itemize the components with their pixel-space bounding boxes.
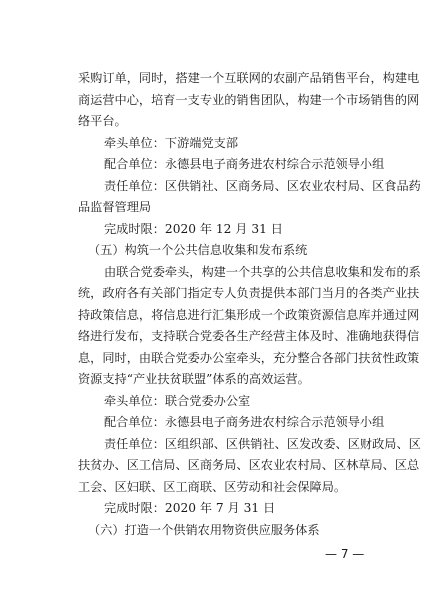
cooperating-unit-line: 配合单位：永德县电子商务进农村综合示范领导小组 [104, 157, 385, 171]
page-number: — 7 — [325, 547, 365, 561]
body-line: 资源支持“产业扶贫联盟”体系的高效运营。 [78, 372, 310, 386]
cooperating-unit-line: 配合单位：永德县电子商务进农村综合示范领导小组 [104, 415, 385, 429]
body-line: 络平台。 [78, 114, 127, 128]
lead-unit-line: 牵头单位：联合党委办公室 [104, 393, 251, 408]
lead-unit-line: 牵头单位：下游端党支部 [104, 135, 239, 150]
body-line: 统，政府各有关部门指定专人负责提供本部门当月的各类产业扶 [78, 286, 420, 300]
body-line: 品监督管理局 [78, 200, 152, 214]
deadline-line: 完成时限：2020 年 12 月 31 日 [104, 221, 283, 236]
body-line: 息，同时，由联合党委办公室牵头，充分整合各部门扶贫性政策 [78, 350, 420, 365]
responsible-unit-line: 责任单位：区供销社、区商务局、区农业农村局、区食品药 [104, 178, 421, 193]
body-line: 扶贫办、区工信局、区商务局、区农业农村局、区林草局、区总 [78, 458, 420, 472]
section-heading: （六）打造一个供销农用物资供应服务体系 [88, 522, 320, 537]
deadline-line: 完成时限：2020 年 7 月 31 日 [104, 501, 276, 515]
body-line: 工会、区妇联、区工商联、区劳动和社会保障局。 [78, 479, 347, 494]
body-line: 持政策信息，将信息进行汇集形成一个政策资源信息库并通过网 [78, 307, 420, 322]
body-line: 商运营中心，培育一支专业的销售团队，构建一个市场销售的网 [78, 92, 420, 107]
body-line: 采购订单，同时，搭建一个互联网的农副产品销售平台，构建电 [78, 71, 420, 85]
body-line: 络进行发布，支持联合党委各生产经营主体及时、准确地获得信 [78, 329, 420, 343]
responsible-unit-line: 责任单位：区组织部、区供销社、区发改委、区财政局、区 [104, 436, 421, 451]
section-heading: （五）构筑一个公共信息收集和发布系统 [88, 243, 308, 257]
body-line: 由联合党委牵头，构建一个共享的公共信息收集和发布的系 [104, 264, 421, 279]
